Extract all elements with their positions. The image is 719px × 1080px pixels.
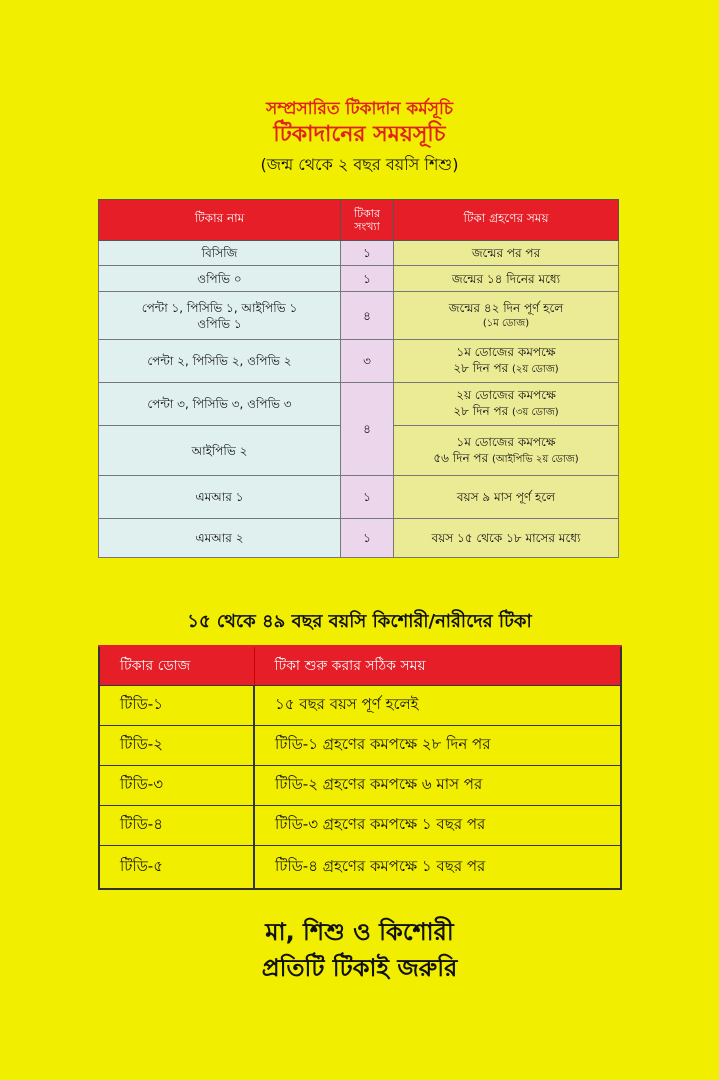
program-subtitle: সম্প্রসারিত টিকাদান কর্মসূচি: [265, 99, 453, 119]
vaccine-count: ৪: [341, 292, 394, 340]
header-dose: টিকার ডোজ: [99, 646, 254, 686]
vaccine-count: ১: [341, 519, 394, 558]
age-range: (জন্ম থেকে ২ বছর বয়সি শিশু): [260, 155, 459, 174]
vaccine-time-line2: [398, 450, 614, 468]
vaccine-name: বিসিজি: [99, 241, 341, 266]
vaccine-name-line1: পেন্টা ১, পিসিভি ১, আইপিভি ১: [141, 300, 298, 315]
table-row: [99, 476, 619, 519]
dose-time: টিডি-১ গ্রহণের কমপক্ষে ২৮ দিন পর: [254, 726, 621, 766]
dose: টিডি-৪: [99, 806, 254, 846]
vaccine-count: ৩: [341, 340, 394, 383]
dose-time: ১৫ বছর বয়স পূর্ণ হলেই: [254, 686, 621, 726]
dose-note: (৩য় ডোজ): [512, 407, 559, 418]
table-row: [99, 766, 621, 806]
interval: ৫৬ দিন পর: [433, 450, 489, 465]
vaccine-time-line1: জন্মের ৪২ দিন পূর্ণ হলে: [448, 300, 564, 315]
dose: টিডি-১: [99, 686, 254, 726]
table-row: [99, 806, 621, 846]
header-vaccine-name: টিকার নাম: [99, 200, 341, 241]
women-schedule-table: [98, 645, 622, 890]
dose-time: টিডি-২ গ্রহণের কমপক্ষে ৬ মাস পর: [254, 766, 621, 806]
interval: ২৮ দিন পর: [453, 404, 509, 418]
child-schedule-table: [98, 199, 619, 558]
dose: টিডি-৩: [99, 766, 254, 806]
vaccine-count: ৪: [341, 383, 394, 476]
vaccine-time: [394, 340, 619, 383]
slogan-line2: প্রতিটি টিকাই জরুরি: [261, 954, 458, 982]
vaccine-time-line2: [398, 360, 614, 378]
table-row: [99, 266, 619, 292]
dose-time: টিডি-৩ গ্রহণের কমপক্ষে ১ বছর পর: [254, 806, 621, 846]
vaccine-time: জন্মের ১৪ দিনের মধ্যে: [394, 266, 619, 292]
vaccine-name: পেন্টা ৩, পিসিভি ৩, ওপিভি ৩: [99, 383, 341, 426]
table-row: [99, 686, 621, 726]
vaccine-name: [99, 292, 341, 340]
table-row: [99, 292, 619, 340]
table-row: [99, 519, 619, 558]
dose: টিডি-২: [99, 726, 254, 766]
table-row: [99, 340, 619, 383]
header-vaccine-time: টিকা গ্রহণের সময়: [394, 200, 619, 241]
vaccine-time-line1: ১ম ডোজের কমপক্ষে: [456, 434, 556, 449]
vaccine-time: বয়স ৯ মাস পূর্ণ হলে: [394, 476, 619, 519]
page-title: টিকাদানের সময়সূচি: [273, 122, 446, 147]
dose-note: (১ম ডোজ): [482, 317, 530, 329]
vaccine-time-line2: [398, 403, 614, 421]
dose-time: টিডি-৪ গ্রহণের কমপক্ষে ১ বছর পর: [254, 846, 621, 890]
vaccine-name: এমআর ২: [99, 519, 341, 558]
vaccine-time: জন্মের পর পর: [394, 241, 619, 266]
vaccine-name: আইপিভি ২: [99, 426, 341, 476]
table-row: [99, 726, 621, 766]
dose: টিডি-৫: [99, 846, 254, 890]
table-row: [99, 846, 621, 890]
women-section-title: ১৫ থেকে ৪৯ বছর বয়সি কিশোরী/নারীদের টিকা: [187, 611, 532, 632]
dose-note: (২য় ডোজ): [512, 364, 559, 375]
table-row: [99, 383, 619, 426]
vaccine-name: এমআর ১: [99, 476, 341, 519]
interval: ২৮ দিন পর: [453, 361, 509, 375]
vaccine-time: বয়স ১৫ থেকে ১৮ মাসের মধ্যে: [394, 519, 619, 558]
dose-note: (আইপিভি ২য় ডোজ): [492, 453, 579, 465]
vaccine-name: পেন্টা ২, পিসিভি ২, ওপিভি ২: [99, 340, 341, 383]
slogan-line1: মা, শিশু ও কিশোরী: [265, 918, 454, 946]
vaccine-time-line1: ২য় ডোজের কমপক্ষে: [456, 388, 556, 402]
vaccine-name: ওপিভি ০: [99, 266, 341, 292]
footer-slogan: [0, 914, 719, 986]
table-header-row: [99, 200, 619, 241]
vaccine-count: ১: [341, 266, 394, 292]
vaccine-name-line2: ওপিভি ১: [197, 316, 242, 331]
vaccine-time: [394, 292, 619, 340]
vaccine-count: ১: [341, 476, 394, 519]
vaccine-count: ১: [341, 241, 394, 266]
vaccine-time: [394, 426, 619, 476]
header: [0, 98, 719, 178]
table-row: [99, 241, 619, 266]
table-header-row: [99, 646, 621, 686]
vaccine-time-line1: ১ম ডোজের কমপক্ষে: [456, 345, 556, 359]
header-start-time: টিকা শুরু করার সঠিক সময়: [254, 646, 621, 686]
vaccine-time: [394, 383, 619, 426]
header-vaccine-count: টিকার সংখ্যা: [341, 200, 394, 241]
